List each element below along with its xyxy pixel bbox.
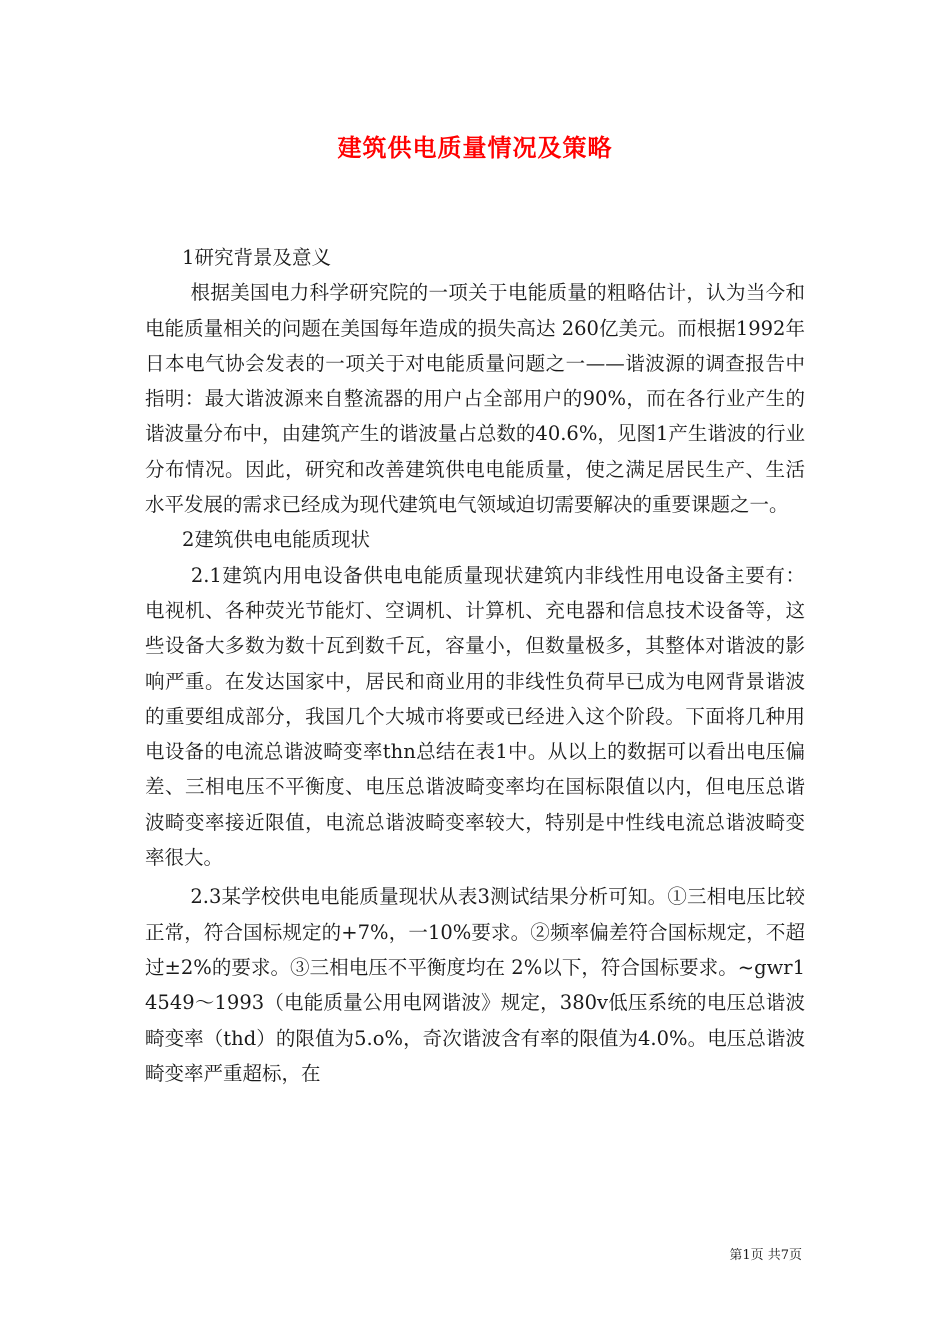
section-heading-status: 2建筑供电电能质现状 xyxy=(182,528,370,552)
document-body xyxy=(145,240,805,1091)
paragraph-school-status: 2.3某学校供电电能质量现状从表3测试结果分析可知。①三相电压比较正常，符合国标规定的+7%，一10%要求。②频率偏差符合国标规定，不超过±2%的要求。③三相电压不平衡度均在 2%以下，符合国标要求。~gwr14549～1993（电能质量公用电网谐波》规定，380v低压系统的电压总谐波畸变率（thd）的限值为5.o%，奇次谐波含有率的限值为4.0%。电压总谐波畸变率严重超标，在 xyxy=(145,885,805,1085)
page-number-footer: 第1页 共7页 xyxy=(729,1248,802,1263)
document-title: 建筑供电质量情况及策略 xyxy=(337,133,613,162)
paragraph-background: 根据美国电力科学研究院的一项关于电能质量的粗略估计，认为当今和电能质量相关的问题在美国每年造成的损失高达 260亿美元。而根据1992年日本电气协会发表的一项关于对电能质量问题之一——谐波源的调查报告中指明：最大谐波源来自整流器的用户占全部用户的90%，而在各行业产生的谐波量分布中，由建筑产生的谐波量占总数的40.6%，见图1产生谐波的行业分布情况。因此，研究和改善建筑供电电能质量，使之满足居民生产、生活水平发展的需求已经成为现代建筑电气领域迫切需要解决的重要课题之一。 xyxy=(145,281,805,517)
paragraph-equipment-status: 2.1建筑内用电设备供电电能质量现状建筑内非线性用电设备主要有：电视机、各种荧光节能灯、空调机、计算机、充电器和信息技术设备等，这些设备大多数为数十瓦到数千瓦，容量小，但数量极多，其整体对谐波的影响严重。在发达国家中，居民和商业用的非线性负荷早已成为电网背景谐波的重要组成部分，我国几个大城市将要或已经进入这个阶段。下面将几种用电设备的电流总谐波畸变率thn总结在表1中。从以上的数据可以看出电压偏差、三相电压不平衡度、电压总谐波畸变率均在国标限值以内，但电压总谐波畸变率接近限值，电流总谐波畸变率较大，特别是中性线电流总谐波畸变率很大。 xyxy=(145,563,805,870)
section-heading-background: 1研究背景及意义 xyxy=(182,246,331,269)
